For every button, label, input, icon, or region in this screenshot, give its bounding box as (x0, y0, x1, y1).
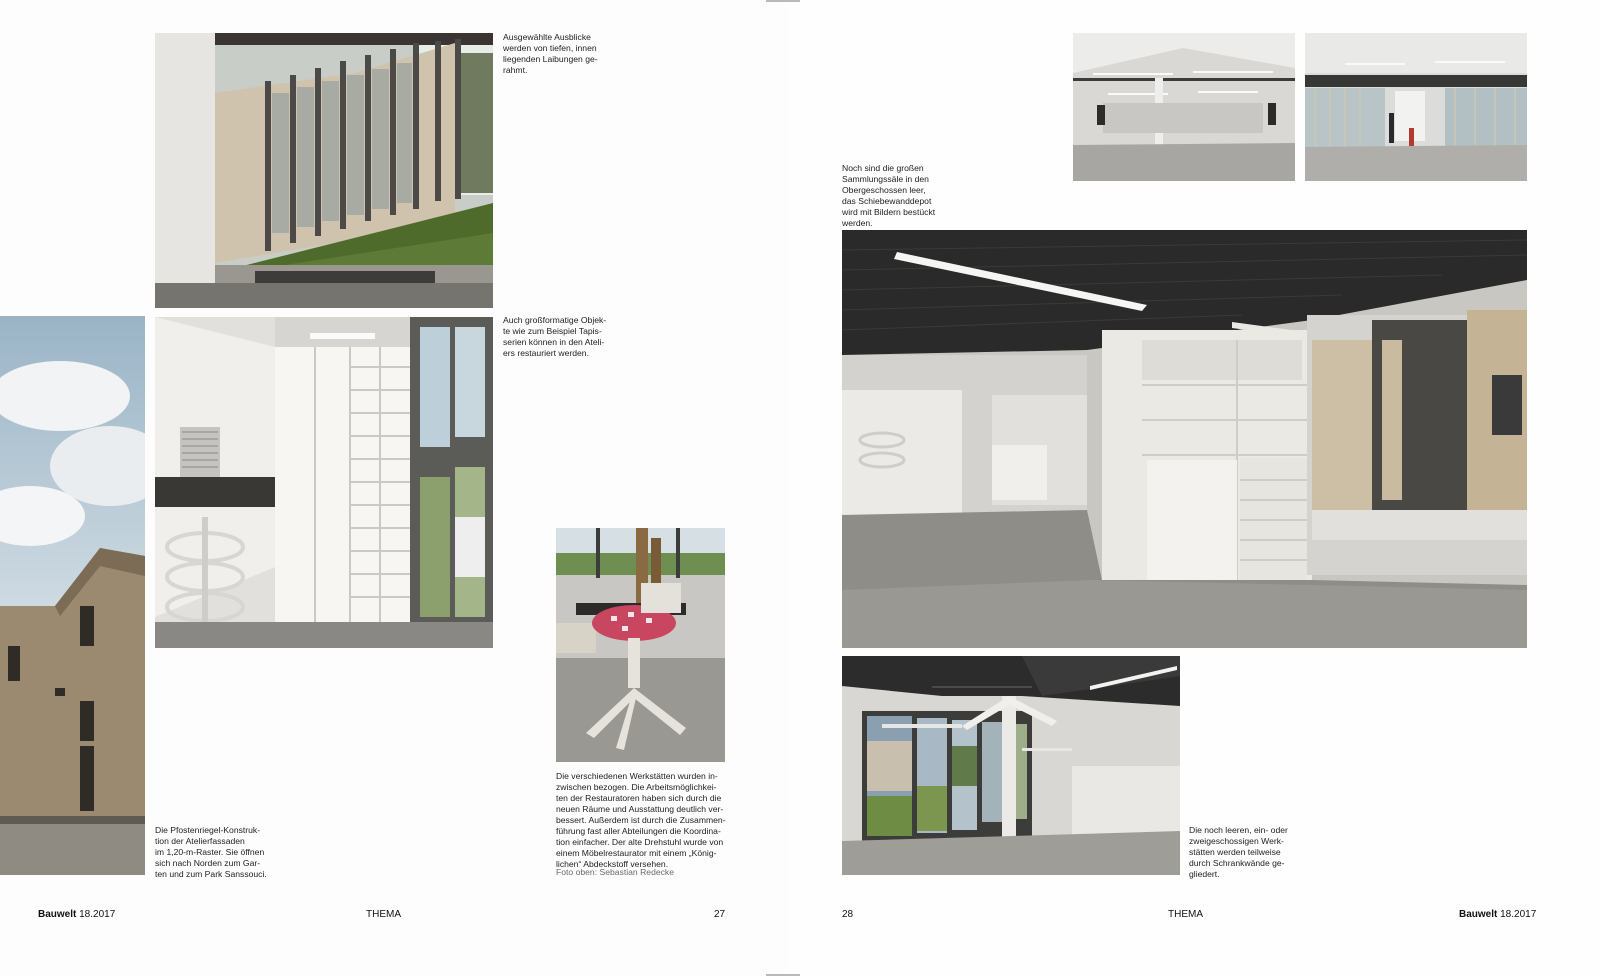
caption-sammlungssaele: Noch sind die großen Sammlungssäle in den Obergeschossen leer, das Schiebewanddepot wird mit Bildern bestückt werden. (842, 163, 936, 228)
photo-swivel-chair (556, 528, 725, 762)
footer-right-section: THEMA (1168, 909, 1203, 920)
photo-atelier-shelving (155, 317, 493, 648)
footer-left-page-number: 27 (714, 909, 726, 920)
photo-window-view-facade (155, 33, 493, 308)
fold-mark-top (766, 0, 800, 2)
footer-left-issue: 18.2017 (79, 909, 116, 920)
footer-right-issue: 18.2017 (1500, 909, 1537, 920)
footer-right-page-number: 28 (842, 909, 854, 920)
photo-empty-workshop (842, 656, 1180, 875)
caption-ausblicke: Ausgewählte Ausblicke werden von tiefen, innen liegenden Laibungen ge- rahmt. (503, 32, 598, 75)
photo-sliding-wall-depot (1305, 33, 1527, 181)
photo-cabinet-wall-hall (842, 230, 1527, 648)
photo-empty-hall (1073, 33, 1295, 181)
photo-brick-building-sky (0, 316, 145, 875)
caption-tapisserien: Auch großformatige Objek- te wie zum Beispiel Tapis- serien können in den Ateli- ers restauriert werden. (503, 315, 607, 358)
footer-right-magazine (1459, 909, 1536, 921)
footer-right-magazine-name: Bauwelt (1459, 909, 1498, 920)
photo-credit: Foto oben: Sebastian Redecke (556, 867, 675, 877)
caption-werkstaetten: Die verschiedenen Werkstätten wurden in- zwischen bezogen. Die Arbeitsmöglichkei- ten der Restauratoren haben sich durch die neuen Räume und Ausstattung deutlich ver- bessert. Außerdem ist durch die Zusammen- führung fast aller Abteilungen die Koordina- tion einfacher. Der alte Drehstuhl wurde von einem Möbelrestaurator mit einem „König- lichen“ Abdeckstoff versehen. (556, 771, 726, 869)
footer-left-magazine-name: Bauwelt (38, 909, 77, 920)
caption-werkstaetten-leer: Die noch leeren, ein- oder zweigeschossigen Werk- stätten werden teilweise durch Schrankwände ge- gliedert. (1189, 825, 1288, 879)
footer-left-section: THEMA (366, 909, 401, 920)
caption-pfostenriegel: Die Pfostenriegel-Konstruk- tion der Atelierfassaden im 1,20-m-Raster. Sie öffnen sich nach Norden zum Gar- ten und zum Park Sanssouci. (155, 825, 267, 879)
footer-left-magazine (38, 909, 115, 921)
